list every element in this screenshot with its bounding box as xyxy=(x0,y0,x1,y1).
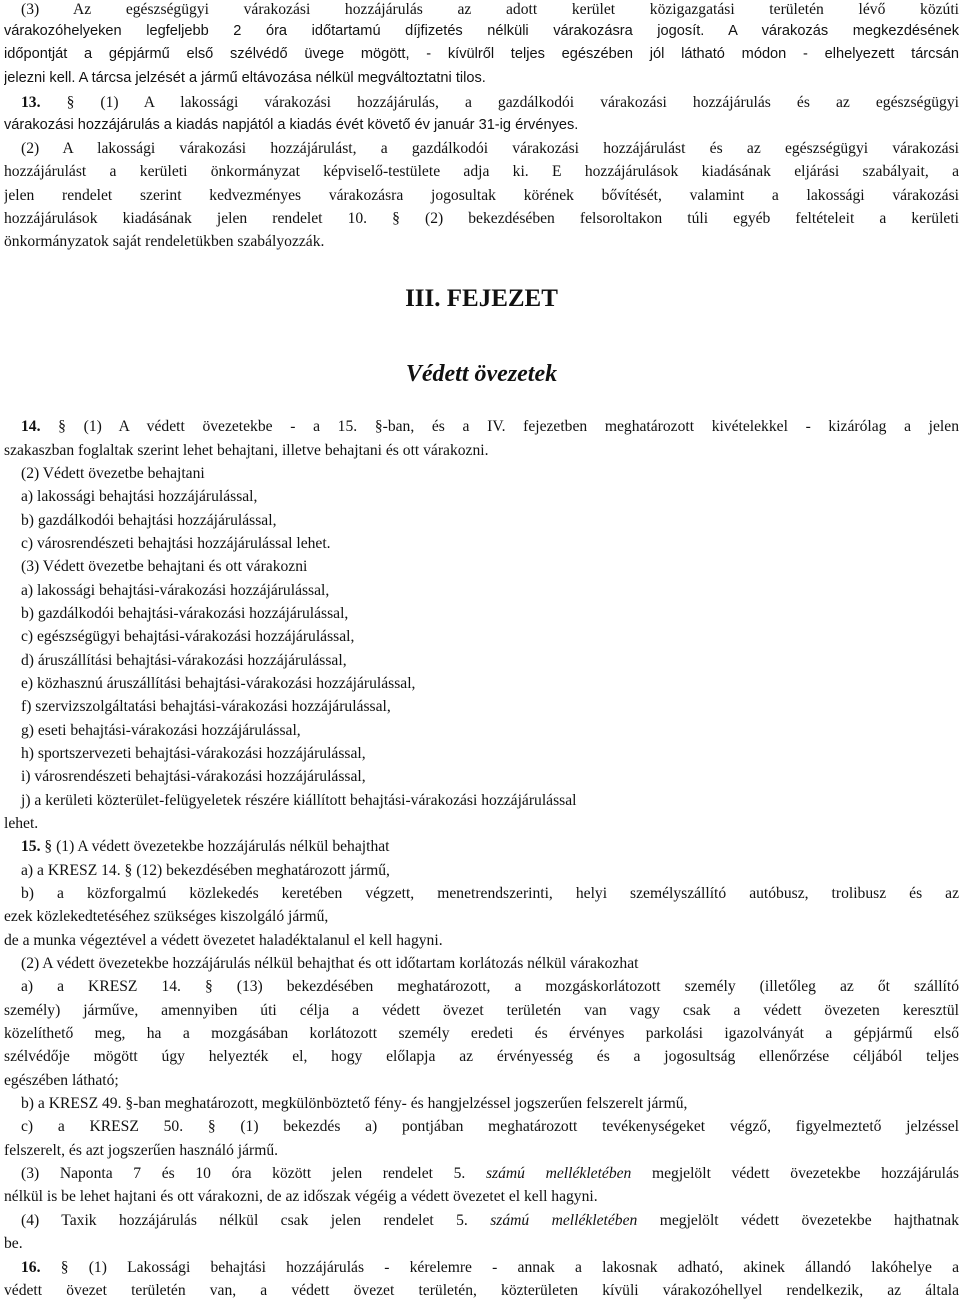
list-item: a) lakossági behajtási hozzájárulással, xyxy=(21,488,258,505)
paragraph-line: lehet. xyxy=(4,815,39,832)
paragraph-line: de a munka végeztével a védett övezetet haladéktalanul el kell hagyni. xyxy=(4,932,443,949)
list-item: a) lakossági behajtási-várakozási hozzájárulással, xyxy=(21,582,330,599)
section-number: 14. xyxy=(21,418,41,435)
list-item: d) áruszállítási behajtási-várakozási hozzájárulással, xyxy=(21,652,347,669)
list-item: b) gazdálkodói behajtási-várakozási hozzájárulással, xyxy=(21,605,349,622)
list-item: g) eseti behajtási-várakozási hozzájárulással, xyxy=(21,722,301,739)
list-item: c) egészségügyi behajtási-várakozási hozzájárulással, xyxy=(21,628,355,645)
list-item: j) a kerületi közterület-felügyeletek részére kiállított behajtási-várakozási hozzájárulással xyxy=(21,792,577,809)
text-run: megjelölt védett övezetekbe hozzájárulás xyxy=(652,1165,959,1182)
section-14-line xyxy=(4,415,959,439)
list-item: f) szervizszolgáltatási behajtási-várakozási hozzájárulással, xyxy=(21,698,391,715)
text-run: (3) Naponta 7 és 10 óra között jelen rendelet 5. xyxy=(21,1165,466,1182)
paragraph-line: (3) Az egészségügyi várakozási hozzájárulás az adott kerület közigazgatási területén lévő közúti xyxy=(21,1,959,18)
chapter-subtitle: Védett övezetek xyxy=(405,361,558,387)
section-text: § (1) A védett övezetekbe - a 15. §-ban, és a IV. fejezetben meghatározott kivételekkel - kizárólag a jelen xyxy=(58,418,959,435)
paragraph-line: várakozási hozzájárulás a kiadás napjától a kiadás évét követő év január 31-ig érvényes. xyxy=(4,117,579,133)
list-item: b) a közforgalmú közlekedés keretében végzett, menetrendszerinti, helyi személyszállító autóbusz, trolibusz és az xyxy=(21,885,959,902)
list-item: b) gazdálkodói behajtási hozzájárulással, xyxy=(21,512,277,529)
paragraph-line: hozzájárulások kiadásának jelen rendelet 10. § (2) bekezdésében felsoroltakon túli egyéb feltételeit a kerületi xyxy=(4,210,959,227)
paragraph-line xyxy=(4,1209,959,1233)
section-13-line xyxy=(4,91,959,115)
section-text: § (1) A védett övezetekbe hozzájárulás nélkül behajthat xyxy=(44,838,390,855)
paragraph-line: (2) Védett övezetbe behajtani xyxy=(21,465,205,482)
paragraph-line: ezek közlekedtetéséhez szükséges kiszolgáló jármű, xyxy=(4,908,329,925)
section-number: 13. xyxy=(21,94,41,111)
section-number: 15. xyxy=(21,838,41,855)
paragraph-line: védett övezet területén van, a védett övezet területén, közterületen kívüli várakozóhellyel rendelkezik, az általa xyxy=(4,1282,959,1299)
list-item: c) városrendészeti behajtási hozzájárulással lehet. xyxy=(21,535,331,552)
list-item: b) a KRESZ 49. §-ban meghatározott, megkülönböztető fény- és hangjelzéssel jogszerűen felszerelt jármű, xyxy=(21,1095,688,1112)
paragraph-line: (2) A védett övezetekbe hozzájárulás nélkül behajthat és ott időtartam korlátozás nélkül várakozhat xyxy=(21,955,639,972)
paragraph-line: be. xyxy=(4,1235,23,1252)
list-item: a) a KRESZ 14. § (12) bekezdésében meghatározott jármű, xyxy=(21,862,390,879)
paragraph-line xyxy=(4,1162,959,1186)
paragraph-line: szakaszban foglaltak szerint lehet behajtani, illetve behajtani és ott várakozni. xyxy=(4,442,489,459)
list-item: a) a KRESZ 14. § (13) bekezdésében meghatározott, a mozgáskorlátozott személy (illetőleg az őt szállító xyxy=(21,978,959,995)
paragraph-line: várakozóhelyeken legfeljebb 2 óra időtartamú díjfizetés nélküli várakozásra jogosít. A várakozás megkezdésének xyxy=(4,23,959,39)
paragraph-line: (2) A lakossági várakozási hozzájárulást, a gazdálkodói várakozási hozzájárulást és az egészségügyi várakozási xyxy=(21,140,959,157)
section-16-line xyxy=(4,1256,959,1280)
paragraph-line: időpontját a gépjármű első szélvédő üvege mögött, - kívülről teljes egészében jól látható módon - elhelyezett tárcsán xyxy=(4,46,959,62)
paragraph-line: személy) járműve, amennyiben úti célja a védett övezet területén van vagy csak a védett övezeten keresztül xyxy=(4,1002,959,1019)
paragraph-line: közelíthető meg, ha a mozgásában korlátozott személy eredeti és érvényes parkolási igazolványát a gépjármű első xyxy=(4,1025,959,1042)
paragraph-line: jelezni kell. A tárcsa jelzését a jármű eltávozása nélkül megváltoztatni tilos. xyxy=(4,70,486,86)
text-run: megjelölt védett övezetekbe hajthatnak xyxy=(659,1212,959,1229)
annex-reference: számú mellékletében xyxy=(485,1165,632,1182)
list-item: h) sportszervezeti behajtási-várakozási hozzájárulással, xyxy=(21,745,366,762)
section-text: § (1) Lakossági behajtási hozzájárulás - kérelemre - annak a lakosnak adható, akinek állandó lakóhelye a xyxy=(60,1259,959,1276)
paragraph-line: szélvédője mögött úgy helyezték el, hogy előlapja az érvényesség és a jogosultság ellenőrzése céljából teljes xyxy=(4,1048,959,1065)
list-item: c) a KRESZ 50. § (1) bekezdés a) pontjában meghatározott tevékenységeket végző, figyelmeztető jelzéssel xyxy=(21,1118,959,1135)
paragraph-line: önkormányzatok saját rendeletükben szabályozzák. xyxy=(4,233,325,250)
section-text: § (1) A lakossági várakozási hozzájárulás, a gazdálkodói várakozási hozzájárulás és az egészségügyi xyxy=(66,94,959,111)
paragraph-line: hozzájárulást a kerületi önkormányzat képviselő-testülete adja ki. E hozzájárulások kiadásának eljárási szabályait, a xyxy=(4,163,959,180)
list-item: e) közhasznú áruszállítási behajtási-várakozási hozzájárulással, xyxy=(21,675,416,692)
paragraph-line: felszerelt, és azt jogszerűen használó jármű. xyxy=(4,1142,279,1159)
section-15-line xyxy=(4,835,959,859)
text-run: (4) Taxik hozzájárulás nélkül csak jelen rendelet 5. xyxy=(21,1212,468,1229)
paragraph-line: (3) Védett övezetbe behajtani és ott várakozni xyxy=(21,558,308,575)
paragraph-line: egészében látható; xyxy=(4,1072,119,1089)
list-item: i) városrendészeti behajtási-várakozási hozzájárulással, xyxy=(21,768,366,785)
chapter-title: III. FEJEZET xyxy=(405,285,558,312)
section-number: 16. xyxy=(21,1259,41,1276)
paragraph-line: jelen rendelet szerint kedvezményes várakozásra jogosultak körének bővítését, valamint a lakossági várakozási xyxy=(4,187,959,204)
annex-reference: számú mellékletében xyxy=(490,1212,638,1229)
paragraph-line: nélkül is be lehet hajtani és ott várakozni, de az időszak végéig a védett övezetet el kell hagyni. xyxy=(4,1188,598,1205)
